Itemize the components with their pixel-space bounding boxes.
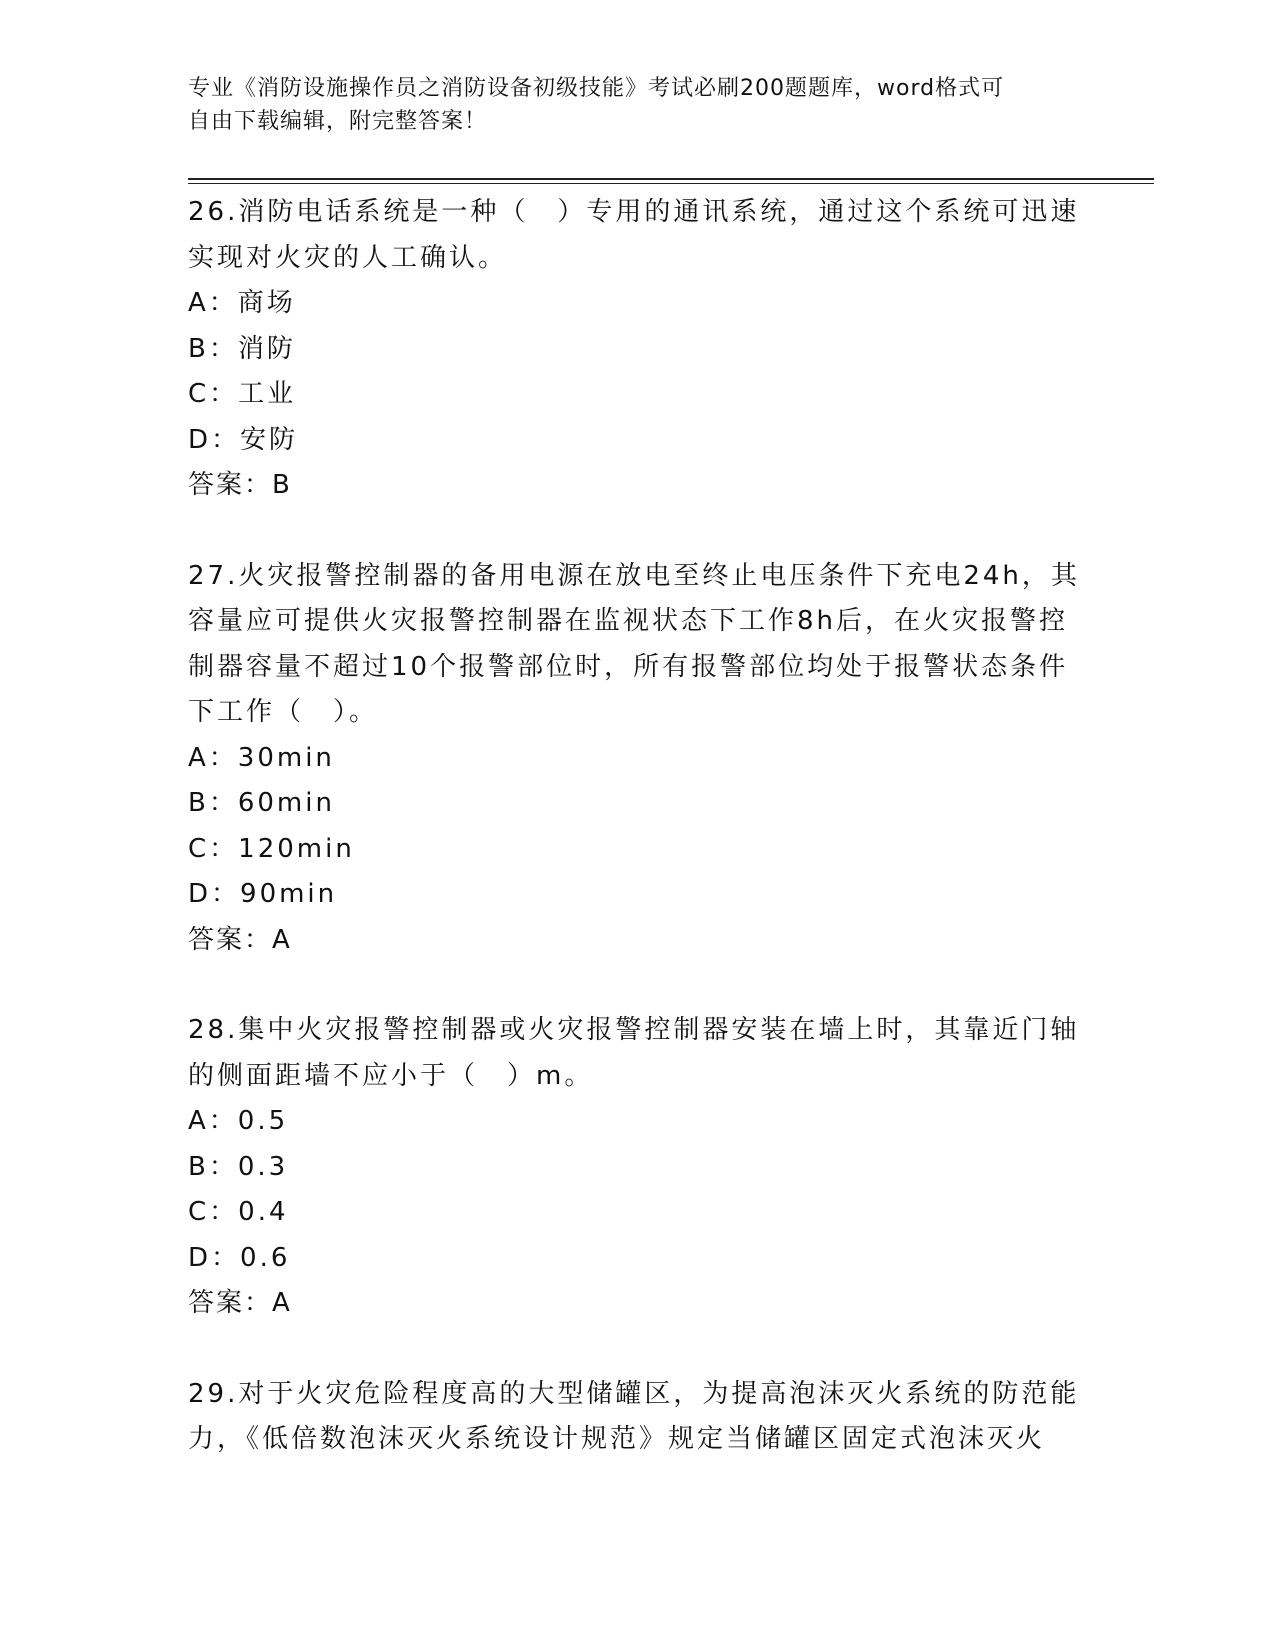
option-b: B：消防 (188, 333, 296, 364)
question-text-line: 力，《低倍数泡沫灭火系统设计规范》规定当储罐区固定式泡沫灭火 (188, 1424, 1046, 1454)
question-text-line: 制器容量不超过10个报警部位时，所有报警部位均处于报警状态条件 (188, 651, 1069, 682)
answer: 答案：B (188, 470, 292, 500)
option-c: C：工业 (188, 379, 297, 409)
question-text-line: 容量应可提供火灾报警控制器在监视状态下工作8h后，在火灾报警控 (188, 606, 1069, 636)
question-text-line: 的侧面距墙不应小于（ ）m。 (188, 1060, 594, 1091)
question-29 (188, 1372, 1088, 1463)
option-a: A：30min (188, 742, 335, 773)
question-text-line: 26.消防电话系统是一种（ ）专用的通讯系统，通过这个系统可迅速 (188, 197, 1080, 227)
question-26 (188, 190, 1088, 509)
option-d: D：安防 (188, 424, 299, 455)
question-list (188, 190, 1088, 1463)
question-text-line: 28.集中火灾报警控制器或火灾报警控制器安装在墙上时，其靠近门轴 (188, 1015, 1080, 1045)
option-b: B：60min (188, 788, 335, 818)
option-d: D：90min (188, 879, 338, 909)
option-a: A：商场 (188, 288, 296, 318)
question-text-line: 29.对于火灾危险程度高的大型储罐区，为提高泡沫灭火系统的防范能 (188, 1378, 1080, 1409)
document-header (188, 72, 1068, 138)
option-a: A：0.5 (188, 1106, 289, 1136)
question-28 (188, 1008, 1088, 1327)
question-27 (188, 554, 1088, 964)
question-text-line: 27.火灾报警控制器的备用电源在放电至终止电压条件下充电24h，其 (188, 560, 1080, 591)
option-b: B：0.3 (188, 1151, 289, 1182)
answer: 答案：A (188, 1288, 292, 1318)
answer: 答案：A (188, 924, 292, 955)
header-divider-thick (188, 178, 1154, 180)
option-c: C：0.4 (188, 1197, 289, 1227)
option-c: C：120min (188, 833, 355, 864)
question-text-line: 实现对火灾的人工确认。 (188, 242, 508, 273)
header-line-2: 自由下载编辑，附完整答案！ (188, 109, 488, 134)
question-text-line: 下工作（ ）。 (188, 697, 379, 727)
option-d: D：0.6 (188, 1242, 291, 1273)
header-line-1: 专业《消防设施操作员之消防设备初级技能》考试必刷200题题库，word格式可 (188, 76, 1005, 101)
header-divider-thin (188, 183, 1154, 184)
